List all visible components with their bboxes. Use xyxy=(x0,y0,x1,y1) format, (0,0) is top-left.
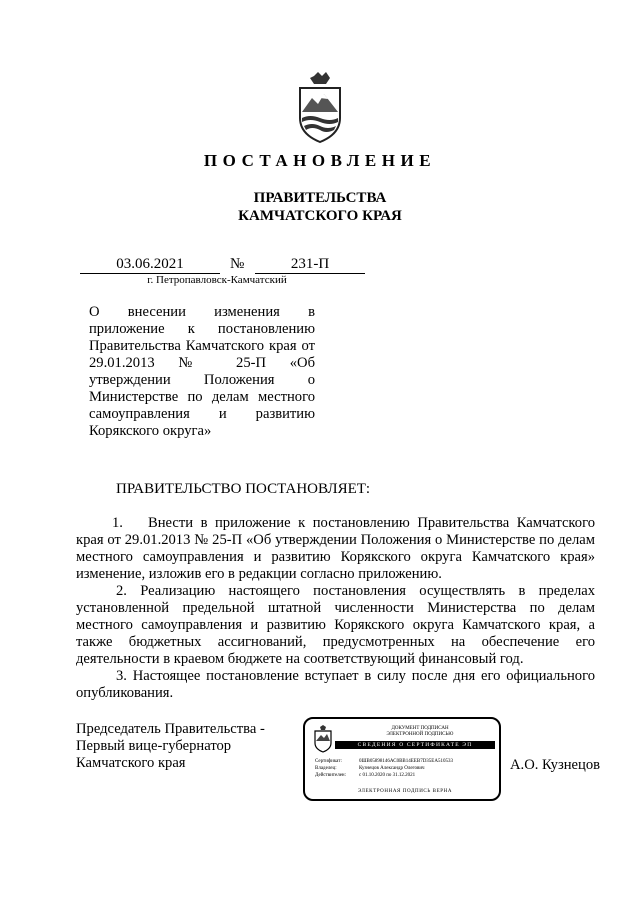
document-date: 03.06.2021 xyxy=(80,256,220,274)
stamp-footer: ЭЛЕКТРОННАЯ ПОДПИСЬ ВЕРНА xyxy=(357,789,453,794)
signer-name: А.О. Кузнецов xyxy=(510,757,601,773)
government-line-1: ПРАВИТЕЛЬСТВА xyxy=(253,190,387,206)
paragraph-2: 2. Реализацию настоящего постановления осуществлять в пределах установленной предельной штатной численности Министерства по делам местного самоуправления и развитию Корякского округа Камчатского края, а также бюджетных ассигнований, предусмотренных на обеспечение его деятельности в краевом бюджете на соответствующий финансовый год. xyxy=(76,583,595,667)
city: г. Петропавловск-Камчатский xyxy=(147,274,287,286)
owner-label: Владелец: xyxy=(315,766,337,771)
owner-value: Кузнецов Александр Олегович xyxy=(359,766,425,771)
decree-heading: ПРАВИТЕЛЬСТВО ПОСТАНОВЛЯЕТ: xyxy=(116,481,371,497)
paragraph-1 xyxy=(76,515,595,583)
stamp-title-line-1: ДОКУМЕНТ ПОДПИСАН xyxy=(391,726,449,731)
stamp-title-line-2: ЭЛЕКТРОННОЙ ПОДПИСЬЮ xyxy=(386,732,454,737)
stamp-cert-row xyxy=(315,759,495,765)
electronic-signature-stamp xyxy=(303,717,501,801)
number-sign: № xyxy=(230,256,245,272)
paragraph-3: 3. Настоящее постановление вступает в силу после дня его официального опубликования. xyxy=(76,668,595,701)
document-title: ПОСТАНОВЛЕНИЕ xyxy=(203,151,437,170)
stamp-owner-row xyxy=(315,766,495,772)
cert-value: 0ШВ05898146АС0ВВ14ЕЕВ7D35ЕА510533 xyxy=(359,759,453,764)
position-line-2: Первый вице-губернатор xyxy=(76,738,232,754)
valid-label: Действителен: xyxy=(315,773,346,778)
stamp-valid-row xyxy=(315,773,495,779)
government-line-2: КАМЧАТСКОГО КРАЯ xyxy=(238,208,402,224)
document-subject: О внесении изменения в приложение к постановлению Правительства Камчатского края от 29.01.2013 № 25-П «Об утверждении Положения о Министерстве по делам местного самоуправления и развитию Корякского округа» xyxy=(89,304,315,439)
cert-label: Сертификат: xyxy=(315,759,342,764)
paragraph-1-number: 1. xyxy=(112,515,123,531)
signatory-position xyxy=(76,721,296,772)
position-line-1: Председатель Правительства - xyxy=(76,721,265,737)
stamp-emblem-icon xyxy=(313,725,333,753)
paragraph-1-text: Внести в приложение к постановлению Правительства Камчатского края от 29.01.2013 № 25-П «Об утверждении Положения о Министерстве по делам местного самоуправления и развитию Корякского округа Камчатского края» изменение, изложив его в редакции согласно приложению. xyxy=(76,515,595,582)
stamp-band: СВЕДЕНИЯ О СЕРТИФИКАТЕ ЭП xyxy=(335,741,495,749)
position-line-3: Камчатского края xyxy=(76,755,186,771)
date-number-line xyxy=(80,256,370,274)
stamp-title xyxy=(345,726,495,738)
document-number: 231-П xyxy=(255,256,365,274)
valid-value: с 01.10.2020 по 31.12.2021 xyxy=(359,773,416,778)
coat-of-arms-emblem xyxy=(296,72,344,144)
